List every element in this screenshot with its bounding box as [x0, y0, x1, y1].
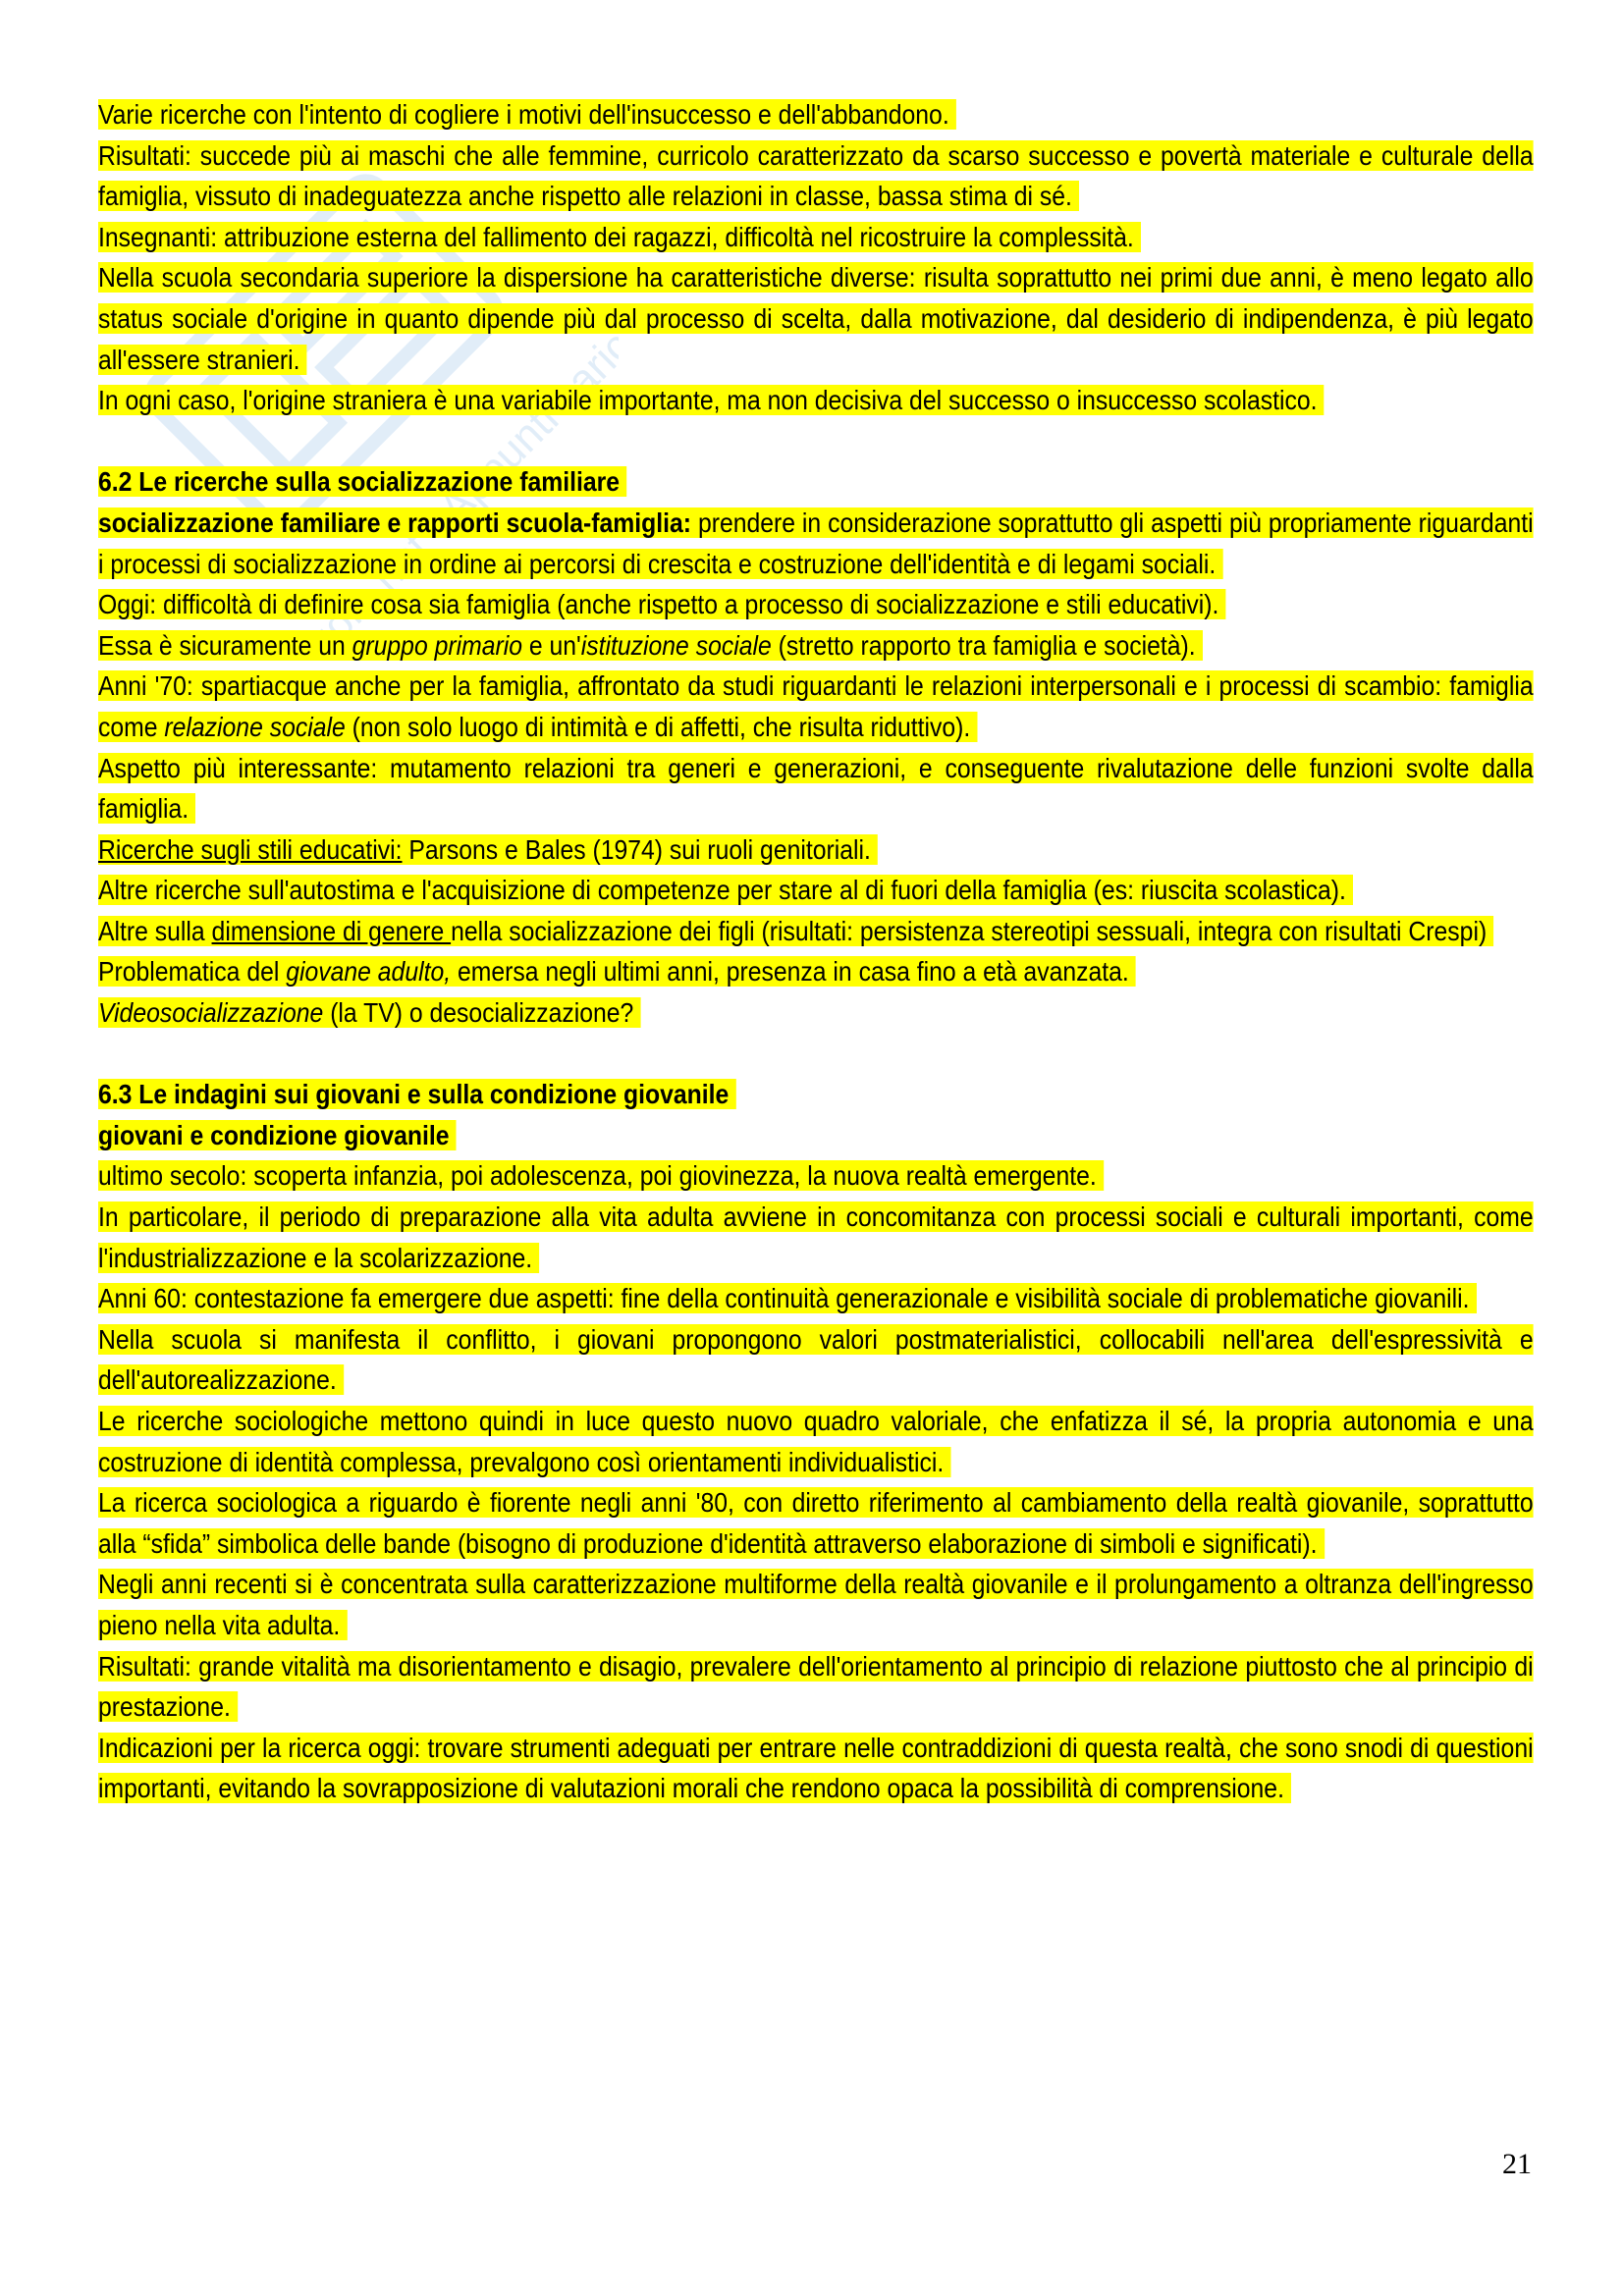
- highlighted-text: Varie ricerche con l'intento di cogliere i motivi dell'insuccesso e dell'abbandono.: [98, 99, 956, 130]
- underlined-term: Ricerche sugli stili educativi:: [98, 833, 403, 865]
- body-text: emersa negli ultimi anni, presenza in casa fino a età avanzata.: [451, 956, 1129, 988]
- highlighted-text: Insegnanti: attribuzione esterna del fallimento dei ragazzi, difficoltà nel ricostruire la complessità.: [98, 222, 1141, 252]
- paragraph: [98, 503, 1534, 584]
- body-text: (non solo luogo di intimità e di affetti, che risulta riduttivo).: [345, 711, 971, 742]
- body-text: Anni '70: spartiacque anche per la famiglia, affrontato da studi riguardanti le relazioni interpersonali e i processi di scambio: famiglia come: [98, 670, 1534, 742]
- paragraph: [98, 870, 1534, 911]
- bold-term: giovani e condizione giovanile: [98, 1120, 457, 1150]
- paragraph: [98, 666, 1534, 747]
- paragraph: [98, 380, 1534, 421]
- paragraph: [98, 1728, 1534, 1809]
- highlighted-text: Risultati: grande vitalità ma disorientamento e disagio, prevalere dell'orientamento al principio di relazione piuttosto che al principio di prestazione.: [98, 1650, 1534, 1723]
- body-text: (la TV) o desocializzazione?: [323, 997, 634, 1029]
- paragraph: [98, 992, 1534, 1034]
- italic-term: istituzione sociale: [580, 629, 772, 661]
- highlighted-text: ultimo secolo: scoperta infanzia, poi adolescenza, poi giovinezza, la nuova realtà emergente.: [98, 1160, 1104, 1191]
- body-text: (stretto rapporto tra famiglia e società).: [771, 629, 1196, 661]
- highlighted-text: Oggi: difficoltà di definire cosa sia famiglia (anche rispetto a processo di socializzazione e stili educativi).: [98, 589, 1226, 619]
- highlighted-text: Negli anni recenti si è concentrata sulla caratterizzazione multiforme della realtà giovanile e il prolungamento a oltranza dell'ingresso pieno nella vita adulta.: [98, 1569, 1534, 1640]
- paragraph: [98, 217, 1534, 258]
- highlighted-text: Altre ricerche sull'autostima e l'acquisizione di competenze per stare al di fuori della famiglia (es: riuscita scolastica).: [98, 875, 1353, 905]
- paragraph: [98, 1197, 1534, 1278]
- document-body: [98, 94, 1534, 1809]
- paragraph: [98, 951, 1534, 992]
- bold-term: socializzazione familiare e rapporti scuola-famiglia:: [98, 507, 692, 538]
- italic-term: giovane adulto,: [286, 956, 452, 988]
- paragraph: [98, 1401, 1534, 1482]
- page-number: 21: [1502, 2148, 1532, 2180]
- highlighted-text: Le ricerche sociologiche mettono quindi in luce questo nuovo quadro valoriale, che enfatizza il sé, la propria autonomia e una costruzione di identità complessa, prevalgono così orientamenti individualistici.: [98, 1406, 1534, 1477]
- section-heading-6-2: [98, 461, 1534, 503]
- body-text: Problematica del: [98, 956, 287, 988]
- body-text: e un': [521, 629, 581, 661]
- section-heading-6-3: [98, 1074, 1534, 1115]
- highlighted-text: In particolare, il periodo di preparazione alla vita adulta avviene in concomitanza con processi sociali e culturali importanti, come l'industrializzazione e la scolarizzazione.: [98, 1201, 1534, 1273]
- paragraph: [98, 1278, 1534, 1319]
- paragraph: [98, 1319, 1534, 1401]
- paragraph: [98, 748, 1534, 829]
- highlighted-text: In ogni caso, l'origine straniera è una variabile importante, ma non decisiva del successo o insuccesso scolastico.: [98, 385, 1325, 415]
- paragraph: [98, 1155, 1534, 1197]
- body-text: Essa è sicuramente un: [98, 629, 352, 661]
- paragraph: [98, 135, 1534, 217]
- paragraph: [98, 1564, 1534, 1645]
- paragraph: [98, 911, 1534, 952]
- highlighted-text: Indicazioni per la ricerca oggi: trovare strumenti adeguati per entrare nelle contraddizioni di questa realtà, che sono snodi di questioni importanti, evitando la sovrapposizione di valutazioni morali che rendono opaca la possibilità di comprensione.: [98, 1732, 1534, 1804]
- paragraph: [98, 1482, 1534, 1564]
- paragraph: [98, 1646, 1534, 1728]
- paragraph: [98, 584, 1534, 625]
- paragraph: [98, 625, 1534, 667]
- body-text: nella socializzazione dei figli (risultati: persistenza stereotipi sessuali, integra con risultati Crespi): [451, 915, 1488, 946]
- highlighted-text: Anni 60: contestazione fa emergere due aspetti: fine della continuità generazionale e visibilità sociale di problematiche giovanili.: [98, 1283, 1477, 1313]
- italic-term: gruppo primario: [352, 629, 522, 661]
- italic-term: Videosocializzazione: [98, 997, 324, 1029]
- body-text: prendere in considerazione soprattutto gli aspetti più propriamente riguardanti i processi di socializzazione in ordine ai percorsi di crescita e costruzione dell'identità e di legami sociali.: [98, 507, 1534, 579]
- highlighted-text: Nella scuola secondaria superiore la dispersione ha caratteristiche diverse: risulta soprattutto nei primi due anni, è meno legato allo status sociale d'origine in quanto dipende più dal processo di scelta, dalla motivazione, dal desiderio di indipendenza, è più legato all'essere stranieri.: [98, 262, 1534, 375]
- paragraph: [98, 829, 1534, 871]
- highlighted-text: Nella scuola si manifesta il conflitto, i giovani propongono valori postmaterialistici, collocabili nell'area dell'espressività e dell'autorealizzazione.: [98, 1323, 1534, 1396]
- italic-term: relazione sociale: [164, 711, 346, 742]
- highlighted-text: Aspetto più interessante: mutamento relazioni tra generi e generazioni, e conseguente rivalutazione delle funzioni svolte dalla famiglia.: [98, 752, 1534, 825]
- paragraph: [98, 94, 1534, 135]
- highlighted-text: Risultati: succede più ai maschi che alle femmine, curricolo caratterizzato da scarso successo e povertà materiale e culturale della famiglia, vissuto di inadeguatezza anche rispetto alle relazioni in classe, bassa stima di sé.: [98, 139, 1534, 212]
- paragraph: [98, 257, 1534, 380]
- body-text: Altre sulla: [98, 915, 212, 946]
- section-subheading: [98, 1115, 1534, 1156]
- underlined-term: dimensione di genere: [211, 915, 452, 946]
- highlighted-text: La ricerca sociologica a riguardo è fiorente negli anni '80, con diretto riferimento al cambiamento della realtà giovanile, soprattutto alla “sfida” simbolica delle bande (bisogno di produzione d'identità attraverso elaborazione di simboli e significati).: [98, 1487, 1534, 1559]
- body-text: Parsons e Bales (1974) sui ruoli genitoriali.: [402, 833, 871, 865]
- section-heading-text: 6.3 Le indagini sui giovani e sulla condizione giovanile: [98, 1079, 735, 1109]
- section-heading-text: 6.2 Le ricerche sulla socializzazione familiare: [98, 466, 626, 497]
